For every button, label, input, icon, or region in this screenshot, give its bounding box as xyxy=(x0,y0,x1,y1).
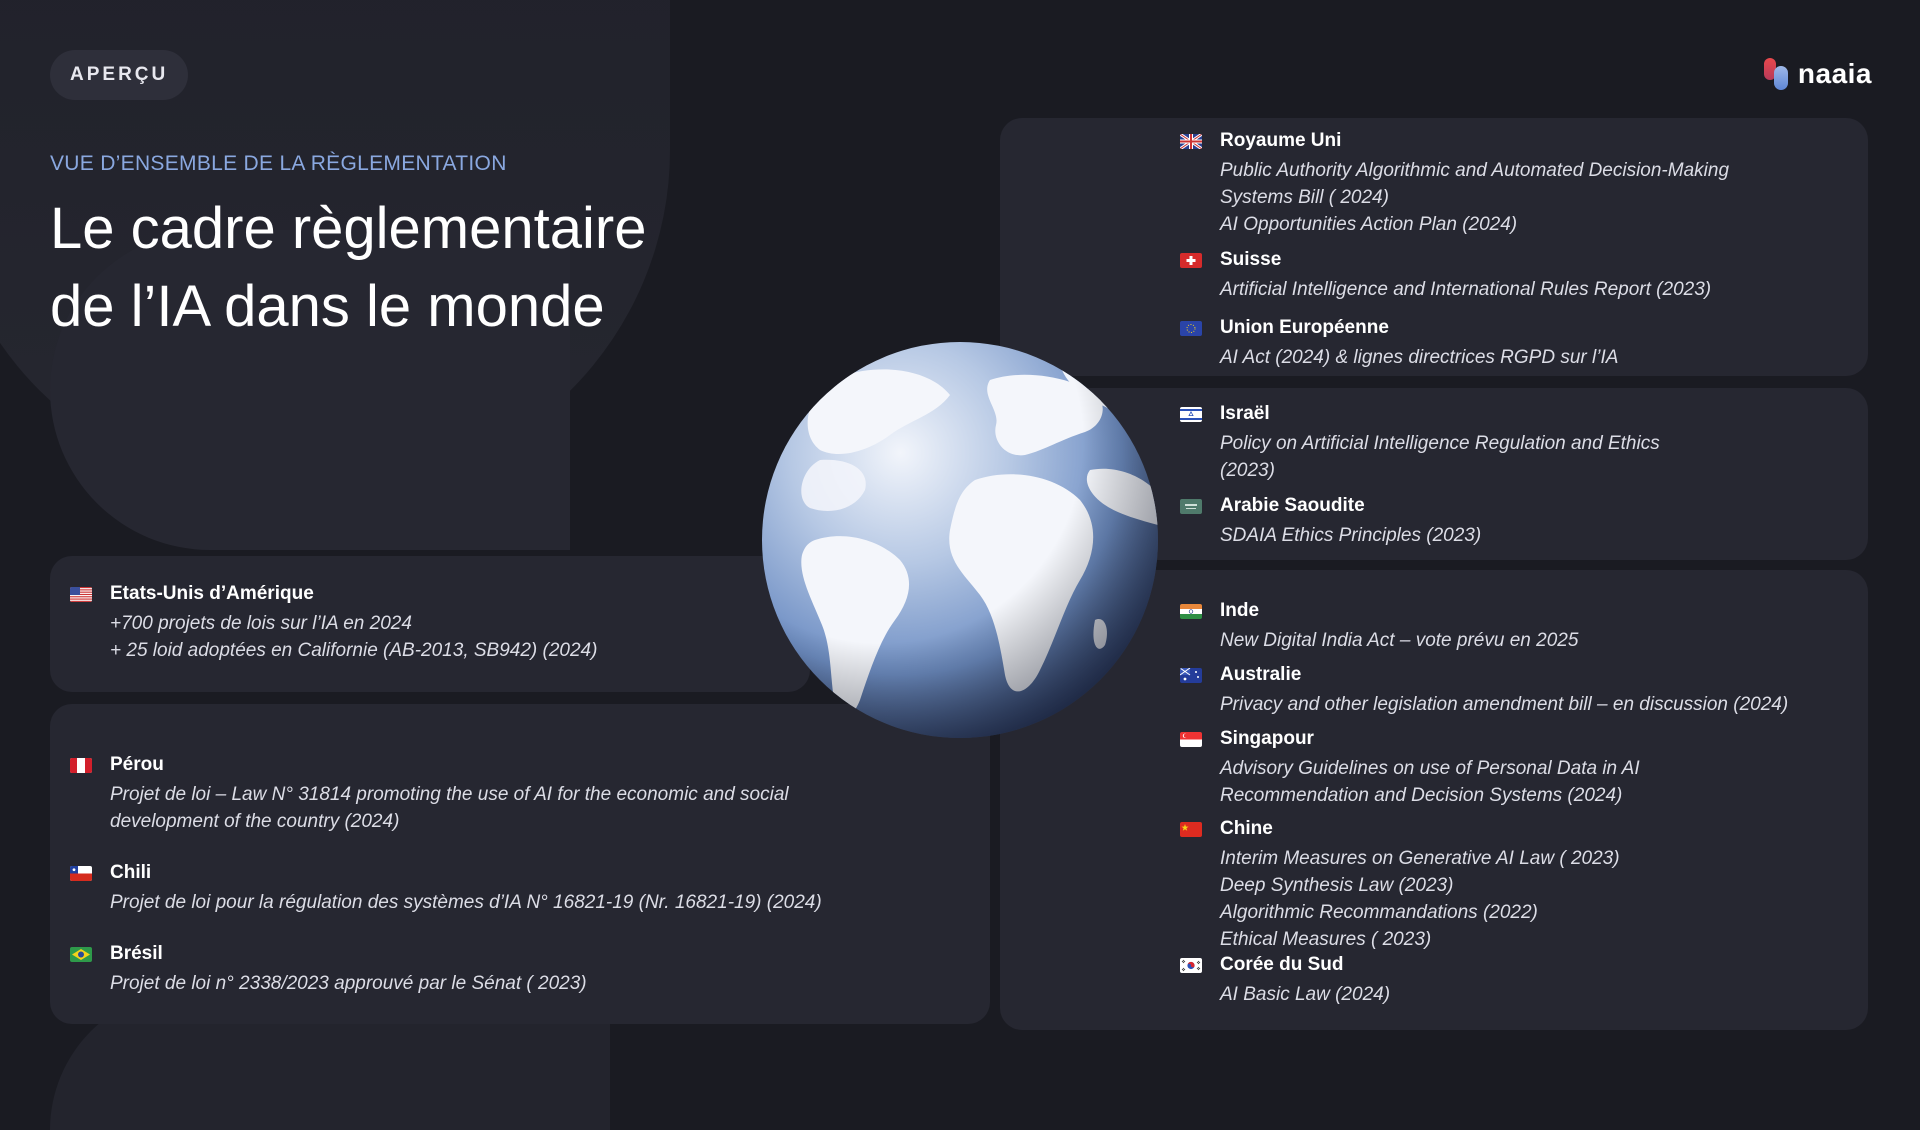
regulation-text: Public Authority Algorithmic and Automated Decision-Making xyxy=(1220,160,1730,181)
uk-flag-icon xyxy=(1180,134,1202,149)
brand-name: naaia xyxy=(1797,58,1872,89)
regulation-list xyxy=(110,781,789,835)
regulation-text: Projet de loi pour la régulation des systèmes d’IA N° 16821-19 (Nr. 16821-19) (2024) xyxy=(110,892,822,913)
peru-flag-icon xyxy=(70,758,92,773)
brazil-flag-icon xyxy=(70,947,92,962)
india-flag-icon xyxy=(1180,604,1202,619)
regulation-list xyxy=(110,970,587,997)
chile-flag-icon xyxy=(70,866,92,881)
country-name: Corée du Sud xyxy=(1220,954,1344,975)
korea-flag-icon xyxy=(1180,958,1202,973)
regulation-list xyxy=(1220,344,1618,371)
country-name: Union Européenne xyxy=(1220,317,1389,338)
regulation-text: Deep Synthesis Law (2023) xyxy=(1220,875,1454,896)
regulation-text: Artificial Intelligence and International Rules Report (2023) xyxy=(1220,279,1712,300)
australia-flag-icon xyxy=(1180,668,1202,683)
section-badge: APERÇU xyxy=(50,50,188,100)
panel-north-america xyxy=(50,556,810,692)
panel-europe xyxy=(1000,118,1868,376)
regulation-text: Algorithmic Recommandations (2022) xyxy=(1220,902,1538,923)
regulation-list xyxy=(1220,157,1729,238)
page-subtitle: VUE D’ENSEMBLE DE LA RÈGLEMENTATION xyxy=(50,152,507,175)
country-name: Arabie Saoudite xyxy=(1220,495,1365,516)
regulation-list xyxy=(1220,430,1660,484)
regulation-text: (2023) xyxy=(1220,460,1275,481)
title-line-2: de l’IA dans le monde xyxy=(50,274,605,339)
naaia-logo-icon xyxy=(1762,56,1790,92)
regulation-text: development of the country (2024) xyxy=(110,811,400,832)
country-name: Inde xyxy=(1220,600,1260,621)
regulation-text: + 25 loid adoptées en Californie (AB-2013, SB942) (2024) xyxy=(110,640,598,661)
eu-flag-icon xyxy=(1180,321,1202,336)
regulation-text: AI Opportunities Action Plan (2024) xyxy=(1220,214,1518,235)
us-flag-icon xyxy=(70,587,92,602)
china-flag-icon xyxy=(1180,822,1202,837)
regulation-text: +700 projets de lois sur l’IA en 2024 xyxy=(110,613,412,634)
regulation-list xyxy=(1220,627,1578,654)
regulation-list xyxy=(1220,755,1640,809)
regulation-text: Projet de loi – Law N° 31814 promoting the use of AI for the economic and social xyxy=(110,784,789,805)
regulation-list xyxy=(110,610,597,664)
country-name: Australie xyxy=(1220,664,1302,685)
title-line-1: Le cadre règlementaire xyxy=(50,196,647,261)
country-name: Royaume Uni xyxy=(1220,130,1342,151)
regulation-text: Projet de loi n° 2338/2023 approuvé par le Sénat ( 2023) xyxy=(110,973,587,994)
regulation-text: Systems Bill ( 2024) xyxy=(1220,187,1389,208)
regulation-text: Policy on Artificial Intelligence Regulation and Ethics xyxy=(1220,433,1660,454)
regulation-text: Privacy and other legislation amendment bill – en discussion (2024) xyxy=(1220,694,1789,715)
country-name: Pérou xyxy=(110,754,164,775)
regulation-list xyxy=(110,889,822,916)
country-name: Singapour xyxy=(1220,728,1314,749)
regulation-text: Advisory Guidelines on use of Personal Data in AI xyxy=(1220,758,1640,779)
country-name: Suisse xyxy=(1220,249,1282,270)
country-name: Israël xyxy=(1220,403,1270,424)
regulation-text: AI Basic Law (2024) xyxy=(1220,984,1391,1005)
regulation-text: SDAIA Ethics Principles (2023) xyxy=(1220,525,1482,546)
regulation-list xyxy=(1220,276,1711,303)
regulation-list xyxy=(1220,981,1390,1008)
globe-illustration xyxy=(760,340,1160,740)
regulation-list xyxy=(1220,845,1620,953)
regulation-text: Ethical Measures ( 2023) xyxy=(1220,929,1432,950)
regulation-text: AI Act (2024) & lignes directrices RGPD sur l’IA xyxy=(1220,347,1619,368)
regulation-list xyxy=(1220,522,1481,549)
saudi-flag-icon xyxy=(1180,499,1202,514)
singapore-flag-icon xyxy=(1180,732,1202,747)
country-name: Chili xyxy=(110,862,152,883)
israel-flag-icon xyxy=(1180,407,1202,422)
swiss-flag-icon xyxy=(1180,253,1202,268)
regulation-text: Interim Measures on Generative AI Law ( 2023) xyxy=(1220,848,1620,869)
regulation-text: Recommendation and Decision Systems (2024) xyxy=(1220,785,1623,806)
regulation-list xyxy=(1220,691,1788,718)
panel-latin-america xyxy=(50,704,990,1024)
country-name: Etats-Unis d’Amérique xyxy=(110,583,314,604)
globe-icon xyxy=(760,340,1160,740)
country-name: Chine xyxy=(1220,818,1273,839)
regulation-text: New Digital India Act – vote prévu en 2025 xyxy=(1220,630,1579,651)
brand-logo xyxy=(1762,56,1872,92)
page-title xyxy=(50,190,750,346)
country-name: Brésil xyxy=(110,943,163,964)
